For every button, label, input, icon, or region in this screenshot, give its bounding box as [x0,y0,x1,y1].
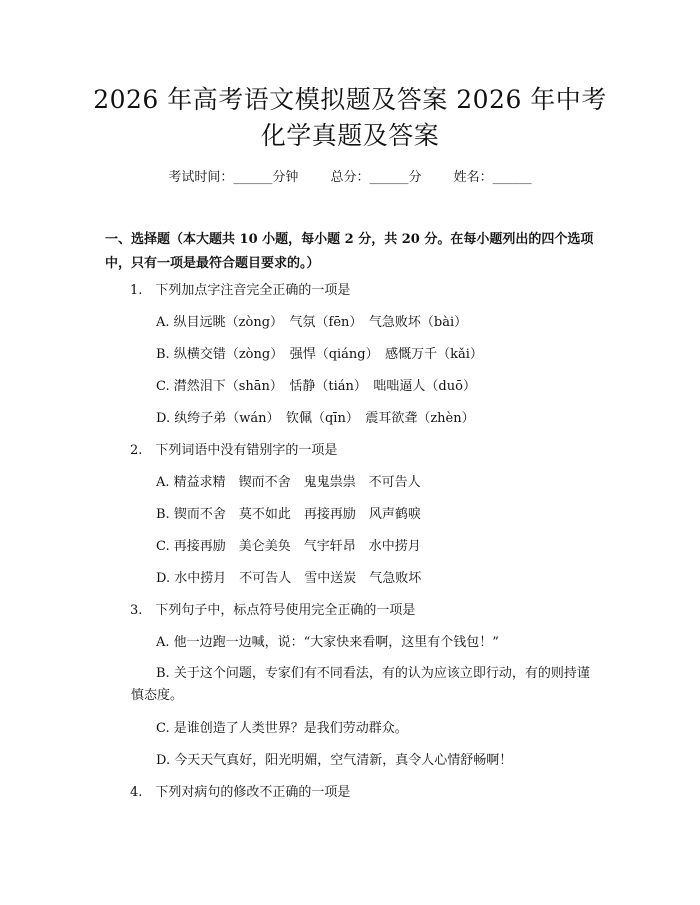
q3-option-c: C. 是谁创造了人类世界？是我们劳动群众。 [156,721,408,736]
page-title-line2: 化学真题及答案 [260,121,440,150]
question-1: 1. 下列加点字注音完全正确的一项是 [130,283,351,298]
q2-option-b: B. 锲而不舍 莫不如此 再接再励 风声鹤唳 [156,507,421,522]
q1-option-d: D. 纨绔子弟（wán） 钦佩（qīn） 震耳欲聋（zhèn） [156,411,475,426]
section-heading: 一、选择题（本大题共 10 小题，每小题 2 分，共 20 分。在每小题列出的四个选项中，只有一项是最符合题目要求的。） [105,232,594,271]
question-2: 2. 下列词语中没有错别字的一项是 [130,443,338,458]
q3-option-b: B. 关于这个问题，专家们有不同看法，有的认为应该立即行动，有的则持谨慎态度。 [131,666,590,703]
question-4: 4. 下列对病句的修改不正确的一项是 [130,785,351,800]
q3-option-a: A. 他一边跑一边喊，说：“大家快来看啊，这里有个钱包！” [156,635,499,650]
exam-meta [0,169,700,187]
question-3: 3. 下列句子中，标点符号使用完全正确的一项是 [130,603,416,618]
q1-option-a: A. 纵目远眺（zòng） 气氛（fēn） 气急败坏（bài） [156,315,468,330]
q3-option-d: D. 今天天气真好，阳光明媚，空气清新，真令人心情舒畅啊！ [156,753,513,768]
q1-option-b: B. 纵横交错（zòng） 强悍（qiáng） 感慨万千（kǎi） [156,347,483,362]
q2-option-d: D. 水中捞月 不可告人 雪中送炭 气急败坏 [156,571,422,586]
q2-option-c: C. 再接再励 美仑美奂 气宇轩昂 水中捞月 [156,539,421,554]
exam-time: 考试时间：______分钟 [168,170,299,185]
q2-option-a: A. 精益求精 锲而不舍 鬼鬼祟祟 不可告人 [156,475,421,490]
exam-name: 姓名：______ [453,170,532,185]
exam-score: 总分：______分 [330,170,422,185]
q1-option-c: C. 潸然泪下（shān） 恬静（tián） 咄咄逼人（duō） [156,379,476,394]
page-title-line1: 2026 年高考语文模拟题及答案 2026 年中考 [93,85,607,114]
